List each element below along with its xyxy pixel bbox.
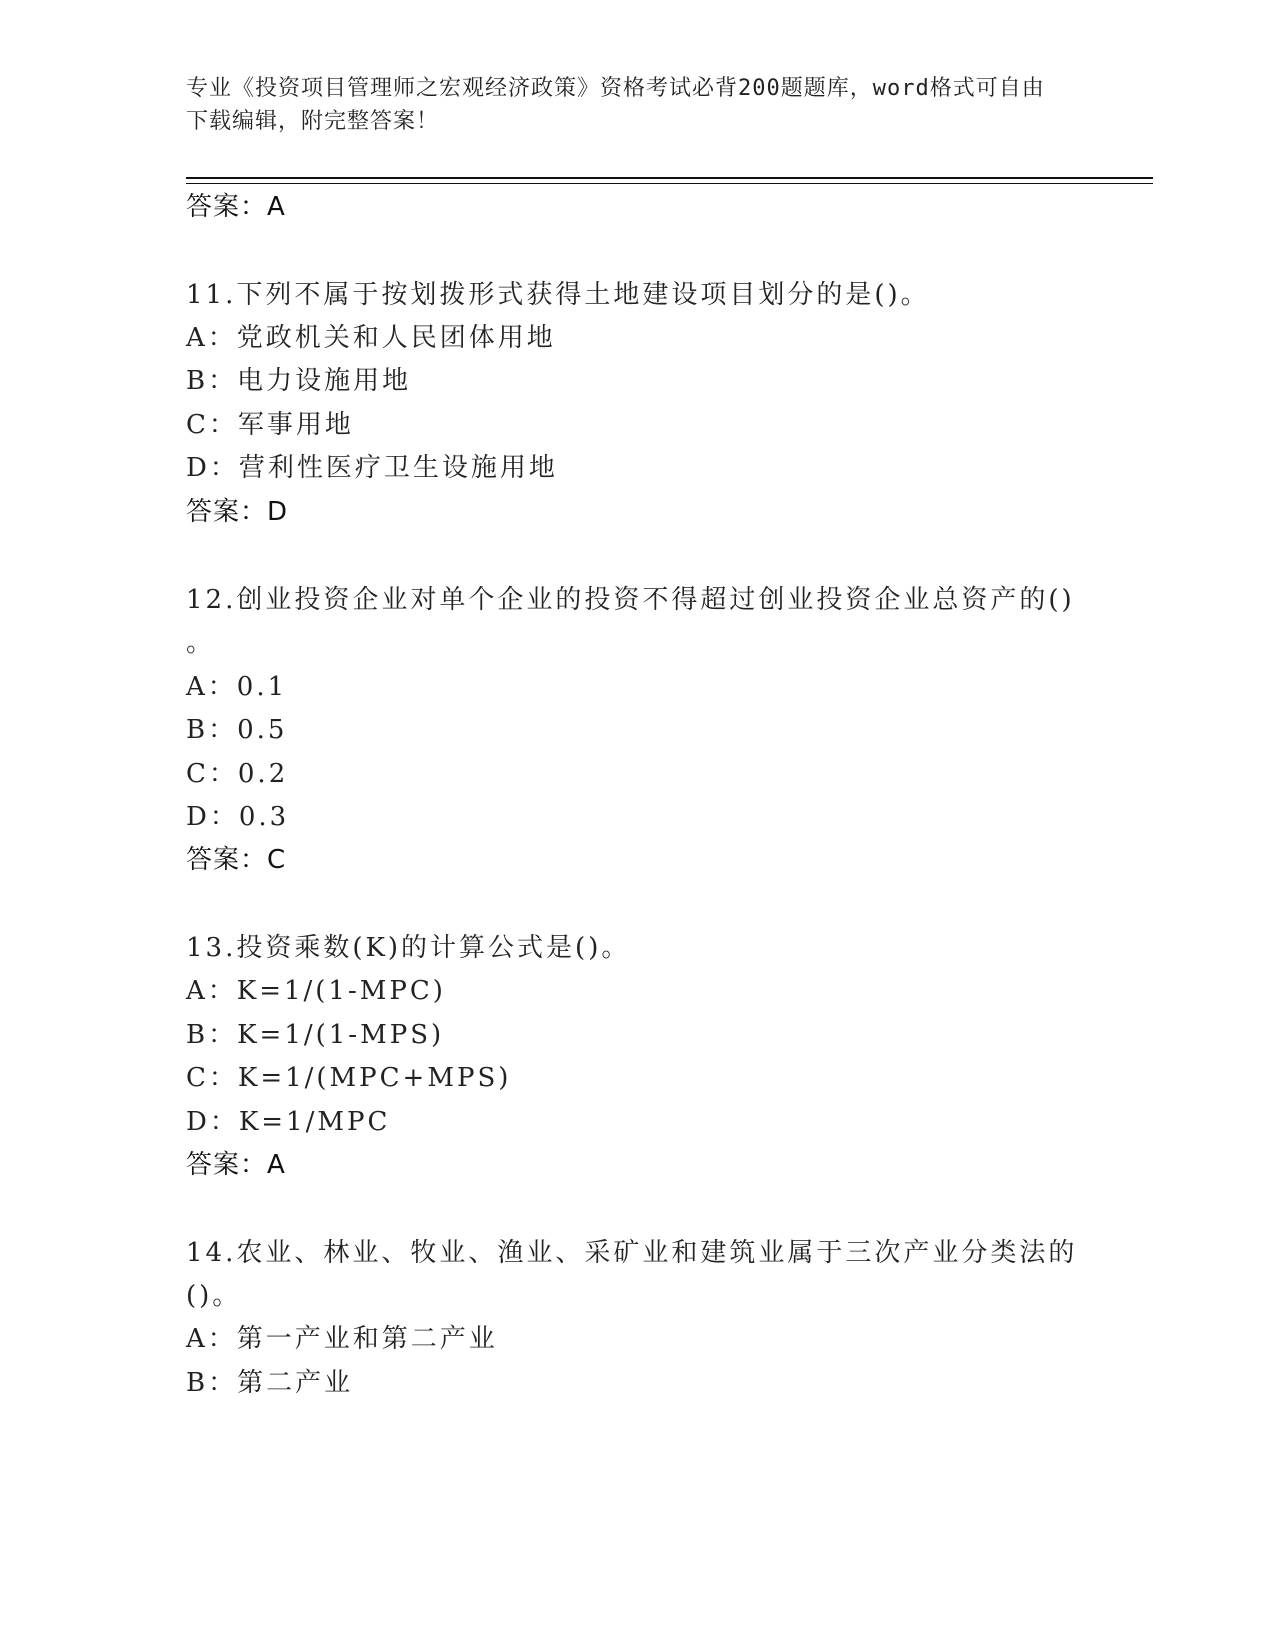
question-12-continuation: 。 xyxy=(186,628,216,658)
option-a: A：第一产业和第二产业 xyxy=(186,1324,498,1354)
option-c: C：0.2 xyxy=(186,759,289,789)
answer-line: 答案：D xyxy=(186,497,289,527)
answer-line: 答案：A xyxy=(186,1150,286,1180)
option-c: C：K=1/(MPC+MPS) xyxy=(186,1063,512,1093)
option-d: D：K=1/MPC xyxy=(186,1107,391,1137)
option-b: B：0.5 xyxy=(186,715,288,745)
question-14-continuation: ()。 xyxy=(186,1281,242,1311)
question-14: 14.农业、林业、牧业、渔业、采矿业和建筑业属于三次产业分类法的 xyxy=(186,1238,1078,1268)
option-a: A：党政机关和人民团体用地 xyxy=(186,323,556,353)
document-header: 专业《投资项目管理师之宏观经济政策》资格考试必背200题题库，word格式可自由下载编辑，附完整答案！ xyxy=(186,76,1045,134)
header-divider-thin xyxy=(186,183,1153,184)
option-d: D：营利性医疗卫生设施用地 xyxy=(186,453,558,483)
answer-line: 答案：C xyxy=(186,845,287,875)
question-11: 11.下列不属于按划拨形式获得土地建设项目划分的是()。 xyxy=(186,280,930,310)
answer-line: 答案：A xyxy=(186,192,286,222)
option-b: B：第二产业 xyxy=(186,1368,354,1398)
option-b: B：电力设施用地 xyxy=(186,366,412,396)
option-a: A：0.1 xyxy=(186,672,288,702)
question-12: 12.创业投资企业对单个企业的投资不得超过创业投资企业总资产的() xyxy=(186,585,1075,615)
option-d: D：0.3 xyxy=(186,802,290,832)
option-b: B：K=1/(1-MPS) xyxy=(186,1020,445,1050)
option-c: C：军事用地 xyxy=(186,410,354,440)
question-13: 13.投资乘数(K)的计算公式是()。 xyxy=(186,933,631,963)
header-divider-thick xyxy=(186,177,1153,179)
option-a: A：K=1/(1-MPC) xyxy=(186,976,446,1006)
